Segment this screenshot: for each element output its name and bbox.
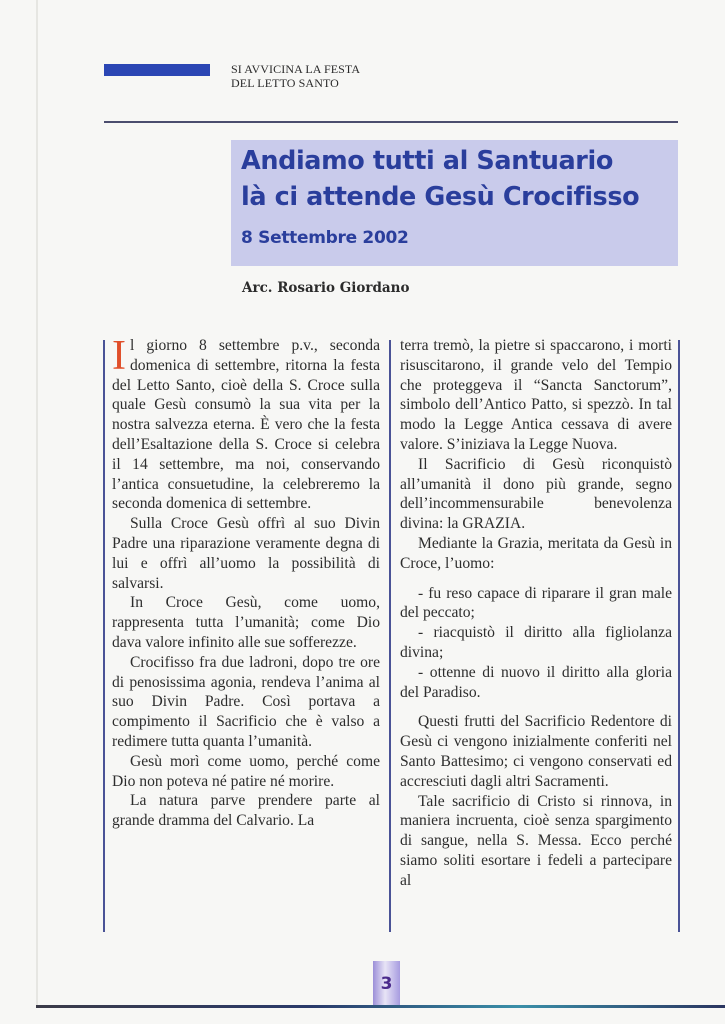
right-column-rule [678, 340, 680, 932]
article-paragraph: terra tremò, la pietre si spaccarono, i morti risuscitarono, il grande velo del Tempio che proteggeva il “Sancta Sanctorum”, simbolo dell’Antico Patto, si spezzò. In tal modo la Legge Antica cessava di avere valore. S’iniziava la Legge Nuova. [400, 337, 672, 453]
page-bottom-edge [36, 1005, 725, 1008]
headline-line-1: Andiamo tutti al Santuario [241, 146, 613, 176]
title-box [231, 140, 678, 266]
section-accent-bar [104, 64, 210, 76]
article-paragraph: Tale sacrificio di Cristo si rinnova, in maniera incruenta, cioè senza spargimento di sangue, nella S. Messa. Ecco perché siamo soliti esortare i fedeli a partecipare al [400, 792, 672, 889]
article-paragraph: Questi frutti del Sacrificio Redentore di Gesù ci vengono inizialmente conferiti nel Santo Battesimo; ci vengono conservati ed accresciuti dagli altri Sacramenti. [400, 713, 672, 790]
article-paragraph: Sulla Croce Gesù offrì al suo Divin Padre una riparazione veramente degna di lui e offrì all’uomo la possibilità di salvarsi. [112, 515, 380, 592]
section-label [231, 62, 360, 90]
article-left-column [112, 333, 380, 831]
section-label-line-1: SI AVVICINA LA FESTA [231, 62, 361, 76]
author-byline: Arc. Rosario Giordano [242, 280, 410, 296]
page-number-tab [373, 961, 400, 1007]
article-paragraph: Gesù morì come uomo, perché come Dio non poteva né patire né morire. [112, 752, 380, 790]
list-item: - ottenne di nuovo il diritto alla gloria del Paradiso. [400, 663, 672, 701]
list-item: - fu reso capace di riparare il gran male del peccato; [400, 584, 672, 622]
article-paragraph: Crocifisso fra due ladroni, dopo tre ore di penosissima agonia, rendeva l’anima al suo Divin Padre. Così portava a compimento il Sacrificio che è valso a redimere tutta quanta l’umanità. [112, 653, 380, 750]
headline-line-2: là ci attende Gesù Crocifisso [241, 182, 640, 212]
article-paragraph: Mediante la Grazia, meritata da Gesù in Croce, l’uomo: [400, 534, 672, 572]
drop-cap: I [112, 333, 126, 379]
headline-date: 8 Settembre 2002 [241, 228, 409, 248]
article-paragraph [112, 333, 380, 514]
page-number: 3 [380, 974, 393, 994]
center-column-rule [389, 340, 391, 932]
article-paragraph: Il Sacrificio di Gesù riconquistò all’umanità il dono più grande, segno dell’incommensurabile benevolenza divina: la GRAZIA. [400, 455, 672, 533]
left-column-rule [103, 340, 105, 932]
page-spine-edge [36, 0, 38, 1008]
article-paragraph: In Croce Gesù, come uomo, rappresenta tutta l’umanità; come Dio dava valore infinito alle sue sofferezze. [112, 594, 380, 651]
section-label-line-2: DEL LETTO SANTO [231, 76, 339, 90]
list-item: - riacquistò il diritto alla figliolanza divina; [400, 624, 672, 661]
header-divider [104, 121, 678, 123]
article-right-column [400, 336, 672, 891]
paragraph-text: l giorno 8 settembre p.v., seconda domenica di settembre, ritorna la festa del Letto Santo, cioè della S. Croce sulla quale Gesù consumò la sua vita per la nostra salvezza eterna. È vero che la festa dell’Esaltazione della S. Croce si celebra il 14 settembre, ma noi, conservando l’antica consuetudine, la celebreremo la seconda domenica di settembre. [112, 337, 380, 513]
article-paragraph: La natura parve prendere parte al grande dramma del Calvario. La [112, 792, 380, 830]
